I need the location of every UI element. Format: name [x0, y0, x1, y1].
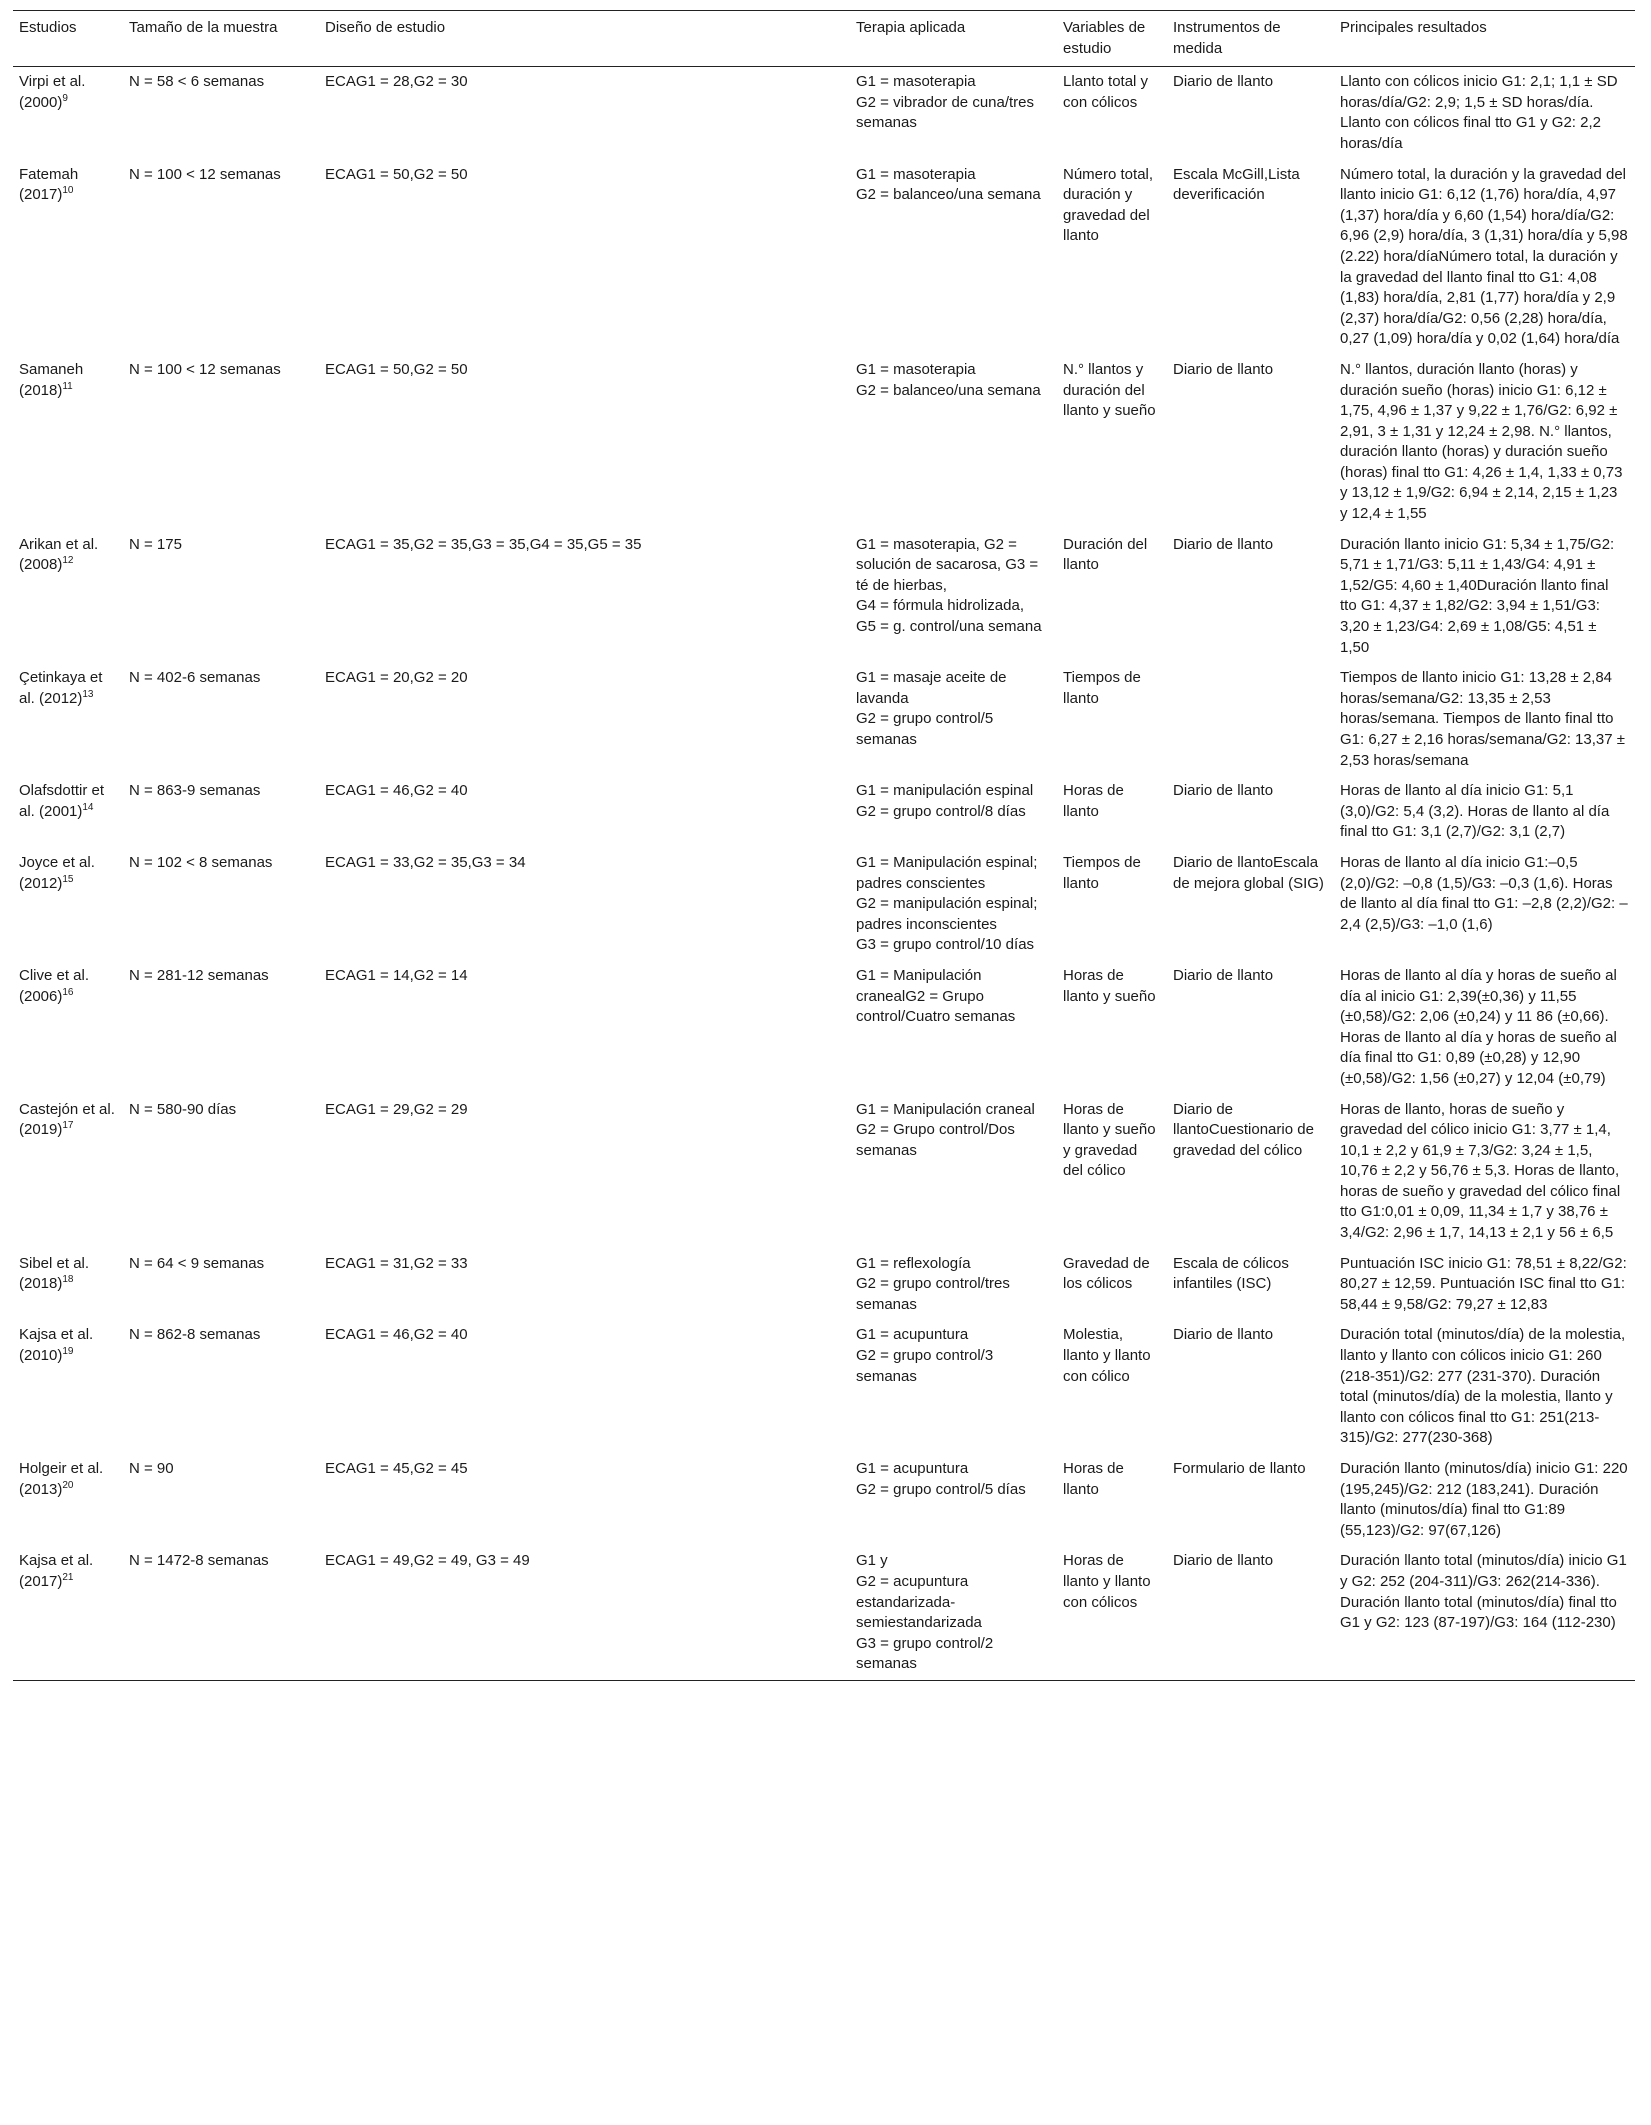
study-name: Çetinkaya et al. (2012) [19, 669, 103, 707]
header-tamano-muestra: Tamaño de la muestra [123, 11, 319, 67]
cell-diseno-estudio: ECAG1 = 46,G2 = 40 [325, 1326, 468, 1344]
cell-diseno-estudio: ECAG1 = 50,G2 = 50 [325, 165, 468, 183]
cell-diseno-estudio: ECAG1 = 33,G2 = 35,G3 = 34 [325, 853, 526, 871]
cell-estudio [13, 160, 123, 355]
cell-variables-estudio: Horas de llanto [1063, 1460, 1124, 1498]
reference-number: 17 [62, 1120, 74, 1132]
cell-instrumentos-medida: Diario de llanto [1167, 1546, 1334, 1680]
cell-instrumentos-medida: Diario de llanto [1173, 535, 1274, 553]
reference-number: 20 [62, 1479, 74, 1491]
table-row [13, 848, 1635, 961]
cell-variables-estudio: Horas de llanto y llanto con cólicos [1057, 1546, 1167, 1680]
cell-diseno-estudio: ECAG1 = 49,G2 = 49, G3 = 49 [319, 1546, 850, 1680]
cell-tamano-muestra: N = 863-9 semanas [129, 782, 261, 800]
table-row [13, 1095, 1635, 1249]
cell-terapia-aplicada: G1 = reflexología G2 = grupo control/tres semanas [856, 1254, 1010, 1313]
table-row [13, 1249, 1635, 1321]
header-row [13, 11, 1635, 67]
cell-estudio [13, 355, 123, 530]
cell-principales-resultados: Horas de llanto al día inicio G1:–0,5 (2,0)/G2: –0,8 (1,5)/G3: –0,3 (1,6). Horas de llanto al día final tto G1: –2,8 (2,2)/G2: –2,4 (2,5)/G3: –1,0 (1,6) [1340, 853, 1628, 933]
cell-variables-estudio: Horas de llanto y sueño y gravedad del cólico [1063, 1100, 1156, 1180]
cell-principales-resultados: Duración llanto (minutos/día) inicio G1: 220 (195,245)/G2: 212 (183,241). Duración llanto (minutos/día) final tto G1:89 (55,123)/G2: 97(67,126) [1340, 1460, 1628, 1539]
cell-estudio [13, 1454, 123, 1546]
reference-number: 9 [62, 92, 68, 104]
reference-number: 13 [82, 688, 94, 700]
cell-principales-resultados: N.° llantos, duración llanto (horas) y duración sueño (horas) inicio G1: 6,12 ± 1,75, 4,96 ± 1,37 y 9,22 ± 1,76/G2: 6,92 ± 2,91, 3 ± 1,31 y 12,24 ± 2,98. N.° llantos, duración llanto (horas) y duración sueño (horas) final tto G1: 4,26 ± 1,4, 1,33 ± 0,73 y 13,12 ± 1,9/G2: 6,94 ± 2,14, 2,15 ± 1,23 y 12,4 ± 1,55 [1340, 360, 1623, 523]
study-name: Fatemah (2017) [19, 165, 79, 204]
study-name: Arikan et al. (2008) [19, 535, 99, 574]
study-name: Sibel et al. (2018) [19, 1254, 90, 1293]
cell-tamano-muestra: N = 58 < 6 semanas [129, 73, 265, 91]
study-name: Virpi et al. (2000) [19, 73, 86, 111]
cell-diseno-estudio: ECAG1 = 20,G2 = 20 [325, 669, 468, 687]
cell-tamano-muestra: N = 1472-8 semanas [123, 1546, 319, 1680]
cell-principales-resultados: Llanto con cólicos inicio G1: 2,1; 1,1 ± SD horas/día/G2: 2,9; 1,5 ± SD horas/día. Llanto con cólicos final tto G1 y G2: 2,2 horas/día [1340, 73, 1618, 152]
table-row [13, 776, 1635, 848]
cell-tamano-muestra: N = 102 < 8 semanas [129, 853, 273, 871]
reference-number: 10 [62, 185, 74, 197]
study-name: Clive et al. (2006) [19, 966, 90, 1005]
table-row [13, 1320, 1635, 1454]
cell-tamano-muestra: N = 580-90 días [129, 1100, 237, 1118]
header-diseno-estudio: Diseño de estudio [319, 11, 850, 67]
cell-principales-resultados: Horas de llanto al día y horas de sueño al día al inicio G1: 2,39(±0,36) y 11,55 (±0,58)/G2: 2,06 (±0,24) y 11 86 (±0,66). Horas de llanto al día y horas de sueño al día final tto G1: 0,89 (±0,28) y 12,90 (±0,58)/G2: 1,56 (±0,27) y 12,04 (±0,79) [1340, 966, 1617, 1087]
cell-terapia-aplicada: G1 = masoterapia G2 = balanceo/una semana [856, 165, 1041, 204]
header-instrumentos-medida: Instrumentos de medida [1167, 11, 1334, 67]
cell-principales-resultados: Tiempos de llanto inicio G1: 13,28 ± 2,84 horas/semana/G2: 13,35 ± 2,53 horas/semana. Tiempos de llanto final tto G1: 6,27 ± 2,16 horas/semana/G2: 13,37 ± 2,53 horas/semana [1340, 669, 1625, 769]
cell-variables-estudio: Duración del llanto [1063, 535, 1148, 574]
study-name: Holgeir et al. (2013) [19, 1460, 104, 1498]
table-row [13, 663, 1635, 776]
cell-diseno-estudio: ECAG1 = 29,G2 = 29 [325, 1100, 468, 1118]
cell-instrumentos-medida: Escala McGill,Lista deverificación [1173, 165, 1300, 204]
study-name: Samaneh (2018) [19, 360, 84, 399]
cell-instrumentos-medida: Diario de llantoCuestionario de gravedad del cólico [1173, 1100, 1314, 1159]
study-name: Kajsa et al. (2010) [19, 1326, 94, 1365]
cell-instrumentos-medida: Diario de llanto [1173, 1326, 1274, 1344]
table-row [13, 67, 1635, 160]
cell-instrumentos-medida: Diario de llantoEscala de mejora global (SIG) [1173, 853, 1324, 892]
cell-estudio [13, 1249, 123, 1321]
cell-estudio [13, 848, 123, 961]
cell-terapia-aplicada: G1 = Manipulación espinal; padres conscientes G2 = manipulación espinal; padres inconscientes G3 = grupo control/10 días [856, 853, 1038, 954]
cell-terapia-aplicada: G1 = Manipulación cranealG2 = Grupo control/Cuatro semanas [856, 966, 1016, 1026]
cell-principales-resultados: Horas de llanto, horas de sueño y gravedad del cólico inicio G1: 3,77 ± 1,4, 10,1 ± 2,2 y 61,9 ± 7,3/G2: 3,24 ± 1,5, 10,76 ± 2,2 y 56,76 ± 5,3. Horas de llanto, horas de sueño y gravedad del cólico final tto G1:0,01 ± 0,09, 11,34 ± 1,7 y 38,76 ± 3,4/G2: 2,96 ± 1,7, 14,13 ± 2,1 y 56 ± 6,5 [1340, 1100, 1621, 1242]
study-name: Castejón et al. (2019) [19, 1100, 115, 1139]
cell-diseno-estudio: ECAG1 = 28,G2 = 30 [325, 73, 468, 91]
reference-number: 18 [62, 1274, 74, 1286]
table-row [13, 160, 1635, 355]
studies-table [13, 10, 1635, 1681]
cell-estudio [13, 1095, 123, 1249]
table-body [13, 67, 1635, 1681]
table-row [13, 1546, 1635, 1680]
cell-variables-estudio: Horas de llanto [1063, 782, 1124, 820]
reference-number: 14 [82, 801, 94, 813]
cell-estudio [13, 530, 123, 664]
study-name: Joyce et al. (2012) [19, 853, 95, 892]
header-principales-resultados: Principales resultados [1334, 11, 1635, 67]
cell-variables-estudio: Tiempos de llanto [1063, 669, 1141, 707]
cell-principales-resultados: Duración llanto inicio G1: 5,34 ± 1,75/G2: 5,71 ± 1,71/G3: 5,11 ± 1,43/G4: 4,91 ± 1,52/G5: 4,60 ± 1,40Duración llanto final tto G1: 4,37 ± 1,82/G2: 3,94 ± 1,51/G3: 3,20 ± 1,23/G4: 2,69 ± 1,08/G5: 4,51 ± 1,50 [1340, 535, 1615, 656]
cell-estudio [13, 1320, 123, 1454]
table-header [13, 11, 1635, 67]
reference-number: 21 [62, 1571, 74, 1583]
cell-principales-resultados: Número total, la duración y la gravedad del llanto inicio G1: 6,12 (1,76) hora/día, 4,97 (1,37) hora/día y 6,60 (1,54) hora/día/G2: 6,96 (2,9) hora/día, 3 (1,31) hora/día y 5,98 (2.22) hora/díaNúmero total, la duración y la gravedad del llanto final tto G1: 4,08 (1,83) hora/día, 2,81 (1,77) hora/día y 2,9 (2,37) hora/día/G2: 0,56 (2,28) hora/día, 0,27 (1,09) hora/día y 0,02 (1,64) hora/día [1340, 165, 1628, 348]
reference-number: 19 [62, 1346, 74, 1358]
cell-variables-estudio: Número total, duración y gravedad del llanto [1063, 165, 1154, 245]
cell-terapia-aplicada: G1 = manipulación espinal G2 = grupo control/8 días [856, 782, 1034, 820]
cell-terapia-aplicada: G1 = masaje aceite de lavanda G2 = grupo control/5 semanas [856, 669, 1007, 748]
header-terapia-aplicada: Terapia aplicada [850, 11, 1057, 67]
cell-variables-estudio: Llanto total y con cólicos [1063, 73, 1149, 111]
reference-number: 11 [62, 380, 73, 392]
cell-tamano-muestra: N = 64 < 9 semanas [129, 1254, 265, 1272]
cell-diseno-estudio: ECAG1 = 31,G2 = 33 [325, 1254, 468, 1272]
table-row [13, 530, 1635, 664]
study-name: Kajsa et al. (2017) [19, 1552, 94, 1590]
cell-principales-resultados: Duración llanto total (minutos/día) inicio G1 y G2: 252 (204-311)/G3: 262(214-336). Duración llanto total (minutos/día) final tto G1 y G2: 123 (87-197)/G3: 164 (112-230) [1334, 1546, 1635, 1680]
cell-diseno-estudio: ECAG1 = 35,G2 = 35,G3 = 35,G4 = 35,G5 = 35 [325, 535, 642, 553]
cell-instrumentos-medida: Formulario de llanto [1173, 1460, 1306, 1477]
cell-tamano-muestra: N = 100 < 12 semanas [129, 360, 281, 378]
header-estudios: Estudios [13, 11, 123, 67]
cell-diseno-estudio: ECAG1 = 50,G2 = 50 [325, 360, 468, 378]
cell-variables-estudio: N.° llantos y duración del llanto y sueño [1063, 360, 1156, 420]
cell-principales-resultados: Duración total (minutos/día) de la molestia, llanto y llanto con cólicos inicio G1: 260 (218-351)/G2: 277 (231-370). Duración total (minutos/día) de la molestia, llanto y llanto con cólicos final tto G1: 251(213-315)/G2: 277(230-368) [1340, 1326, 1626, 1447]
study-name: Olafsdottir et al. (2001) [19, 782, 105, 820]
cell-terapia-aplicada: G1 y G2 = acupuntura estandarizada-semiestandarizada G3 = grupo control/2 semanas [850, 1546, 1057, 1680]
table-row [13, 355, 1635, 530]
cell-principales-resultados: Horas de llanto al día inicio G1: 5,1 (3,0)/G2: 5,4 (3,2). Horas de llanto al día final tto G1: 3,1 (2,7)/G2: 3,1 (2,7) [1340, 782, 1610, 841]
table-row [13, 1454, 1635, 1546]
reference-number: 12 [62, 555, 74, 567]
cell-variables-estudio: Gravedad de los cólicos [1063, 1254, 1150, 1293]
cell-variables-estudio: Tiempos de llanto [1063, 853, 1141, 892]
cell-instrumentos-medida: Diario de llanto [1173, 73, 1274, 91]
cell-terapia-aplicada: G1 = acupuntura G2 = grupo control/5 días [856, 1460, 1026, 1498]
cell-instrumentos-medida: Diario de llanto [1173, 966, 1274, 984]
table-row [13, 961, 1635, 1095]
cell-tamano-muestra: N = 402-6 semanas [129, 669, 261, 687]
cell-principales-resultados: Puntuación ISC inicio G1: 78,51 ± 8,22/G2: 80,27 ± 12,59. Puntuación ISC final tto G1: 58,44 ± 9,58/G2: 79,27 ± 12,83 [1340, 1254, 1627, 1313]
cell-instrumentos-medida [1167, 663, 1334, 776]
cell-tamano-muestra: N = 281-12 semanas [129, 966, 269, 984]
cell-variables-estudio: Molestia, llanto y llanto con cólico [1063, 1326, 1151, 1385]
cell-variables-estudio: Horas de llanto y sueño [1063, 966, 1156, 1005]
cell-tamano-muestra: N = 90 [129, 1460, 174, 1477]
header-variables-estudio: Variables de estudio [1057, 11, 1167, 67]
cell-terapia-aplicada: G1 = Manipulación craneal G2 = Grupo control/Dos semanas [856, 1100, 1035, 1159]
cell-estudio [13, 663, 123, 776]
cell-tamano-muestra: N = 100 < 12 semanas [129, 165, 281, 183]
cell-diseno-estudio: ECAG1 = 46,G2 = 40 [325, 782, 468, 800]
cell-diseno-estudio: ECAG1 = 14,G2 = 14 [325, 966, 468, 984]
cell-instrumentos-medida: Diario de llanto [1173, 360, 1274, 378]
cell-instrumentos-medida: Escala de cólicos infantiles (ISC) [1173, 1254, 1289, 1293]
cell-terapia-aplicada: G1 = masoterapia G2 = balanceo/una semana [856, 360, 1041, 399]
cell-instrumentos-medida: Diario de llanto [1173, 782, 1274, 800]
cell-tamano-muestra: N = 862-8 semanas [129, 1326, 261, 1344]
cell-estudio [13, 1546, 123, 1680]
cell-estudio [13, 961, 123, 1095]
cell-terapia-aplicada: G1 = acupuntura G2 = grupo control/3 semanas [856, 1326, 994, 1385]
cell-estudio [13, 67, 123, 160]
cell-tamano-muestra: N = 175 [129, 535, 182, 553]
reference-number: 16 [62, 986, 74, 998]
cell-terapia-aplicada: G1 = masoterapia G2 = vibrador de cuna/tres semanas [856, 73, 1035, 132]
cell-estudio [13, 776, 123, 848]
reference-number: 15 [62, 873, 74, 885]
cell-terapia-aplicada: G1 = masoterapia, G2 = solución de sacarosa, G3 = té de hierbas, G4 = fórmula hidrolizada, G5 = g. control/una semana [856, 535, 1042, 636]
cell-diseno-estudio: ECAG1 = 45,G2 = 45 [325, 1460, 468, 1477]
